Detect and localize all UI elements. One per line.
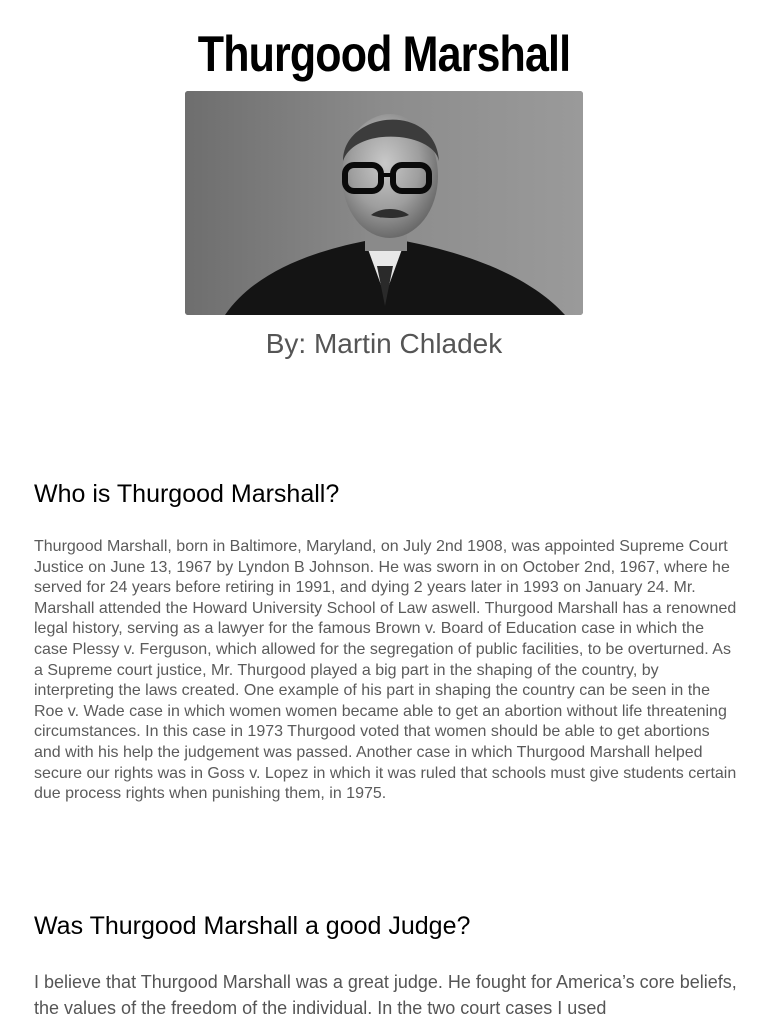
section-body-good-judge: I believe that Thurgood Marshall was a great judge. He fought for America’s core beliefs, the values of the freedom of the individual. In the two court cases I used xyxy=(34,972,737,1018)
portrait-photo xyxy=(185,91,583,315)
section-heading-good-judge: Was Thurgood Marshall a good Judge? xyxy=(34,912,471,940)
section-heading-who: Who is Thurgood Marshall? xyxy=(34,480,340,508)
section-body-who: Thurgood Marshall, born in Baltimore, Maryland, on July 2nd 1908, was appointed Supreme Court Justice on June 13, 1967 by Lyndon B Johnson. He was sworn in on October 2nd, 1967, where he served for 24 years before retiring in 1991, and dying 2 years later in 1993 on January 24. Mr. Marshall attended the Howard University School of Law aswell. Thurgood Marshall has a renowned legal history, serving as a lawyer for the famous Brown v. Board of Education case in which the case Plessy v. Ferguson, which allowed for the segregation of public facilities, to be overturned. As a Supreme court justice, Mr. Thurgood played a big part in the shaping of the country, by interpreting the laws created. One example of his part in shaping the country can be seen in the Roe v. Wade case in which women women became able to get an abortion without life threatening circumstances. In this case in 1973 Thurgood voted that women should be able to get abortions and with his help the judgement was passed. Another case in which Thurgood Marshall helped secure our rights was in Goss v. Lopez in which it was ruled that schools must give students certain due process rights when punishing them, in 1975. xyxy=(34,538,737,803)
page-title: Thurgood Marshall xyxy=(197,26,571,82)
author-byline: By: Martin Chladek xyxy=(265,328,503,359)
